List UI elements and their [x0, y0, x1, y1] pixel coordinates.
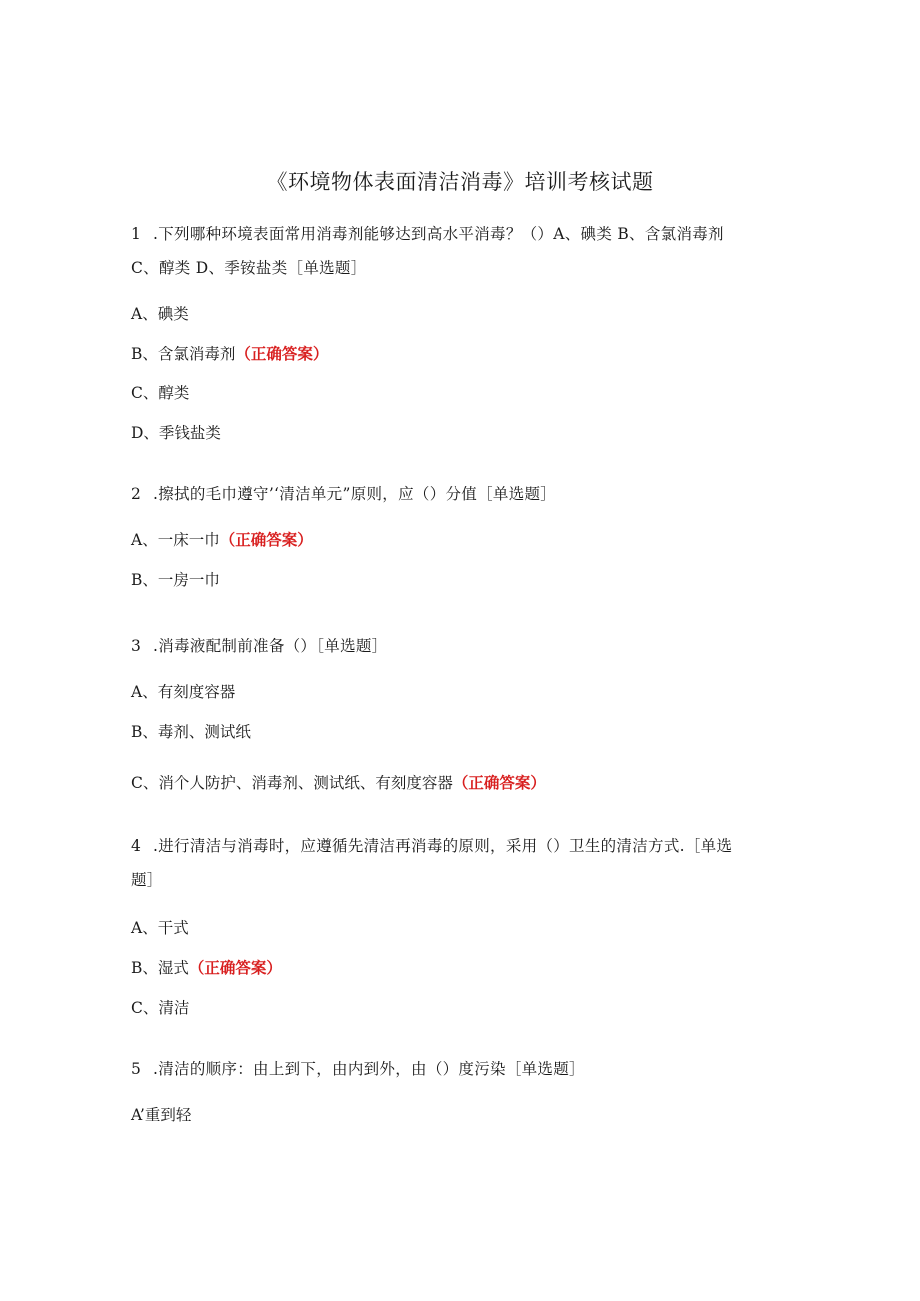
- question-2: [131, 482, 556, 504]
- question-text: .进行清洁与消毒时，应遵循先清洁再消毒的原则，采用（）卫生的清洁方式.［单选: [153, 837, 733, 855]
- option-1c: [131, 381, 189, 403]
- correct-answer-mark: （正确答案）: [235, 344, 329, 363]
- option-1b: [131, 342, 328, 364]
- question-4-continued: 题］: [131, 871, 163, 889]
- option-text: A、干式: [131, 919, 189, 937]
- question-text: .下列哪种环境表面常用消毒剂能够达到高水平消毒？（）A、碘类 B、含氯消毒剂: [153, 225, 724, 243]
- option-3a: [131, 680, 235, 702]
- option-text: B、毒剂、测试纸: [131, 723, 251, 741]
- question-3: [131, 634, 387, 656]
- correct-answer-mark: （正确答案）: [452, 773, 546, 792]
- option-text: D、季钱盐类: [131, 424, 221, 442]
- option-text: C、醇类: [131, 384, 190, 402]
- question-text: .消毒液配制前准备（）［单选题］: [153, 637, 388, 655]
- question-number: 4: [131, 837, 142, 855]
- correct-answer-mark: （正确答案）: [188, 958, 282, 977]
- option-text: B、湿式: [131, 959, 189, 977]
- option-text: A、有刻度容器: [131, 683, 236, 701]
- question-1-continued: C、醇类 D、季铵盐类［单选题］: [131, 259, 367, 277]
- option-text: A、一床一巾: [131, 531, 220, 549]
- option-1a: [131, 302, 189, 324]
- option-5a: [131, 1103, 191, 1125]
- question-text: .清洁的顺序：由上到下，由内到外，由（）度污染［单选题］: [153, 1060, 585, 1078]
- correct-answer-mark: （正确答案）: [219, 530, 313, 549]
- option-2a: [131, 528, 313, 550]
- question-5: [131, 1057, 585, 1079]
- question-number: 3: [131, 637, 142, 655]
- option-text: C、消个人防护、消毒剂、测试纸、有刻度容器: [131, 774, 453, 792]
- question-number: 5: [131, 1060, 142, 1078]
- option-3c: [131, 771, 546, 793]
- question-text: .擦拭的毛巾遵守’‘清洁单元”原则，应（）分值［单选题］: [153, 485, 557, 503]
- option-text: A、碘类: [131, 305, 189, 323]
- question-number: 1: [131, 225, 142, 243]
- option-2b: [131, 568, 220, 590]
- question-number: 2: [131, 485, 142, 503]
- option-4b: [131, 956, 282, 978]
- option-4a: [131, 916, 189, 938]
- option-text: B、含氯消毒剂: [131, 345, 236, 363]
- option-4c: [131, 996, 189, 1018]
- option-text: C、清洁: [131, 999, 190, 1017]
- question-4: [131, 834, 732, 856]
- option-3b: [131, 720, 251, 742]
- option-text: B、一房一巾: [131, 571, 220, 589]
- option-text: A’重到轻: [131, 1106, 192, 1124]
- page-title: 《环境物体表面清洁消毒》培训考核试题: [266, 170, 654, 194]
- question-1: [131, 222, 724, 244]
- option-1d: [131, 421, 221, 443]
